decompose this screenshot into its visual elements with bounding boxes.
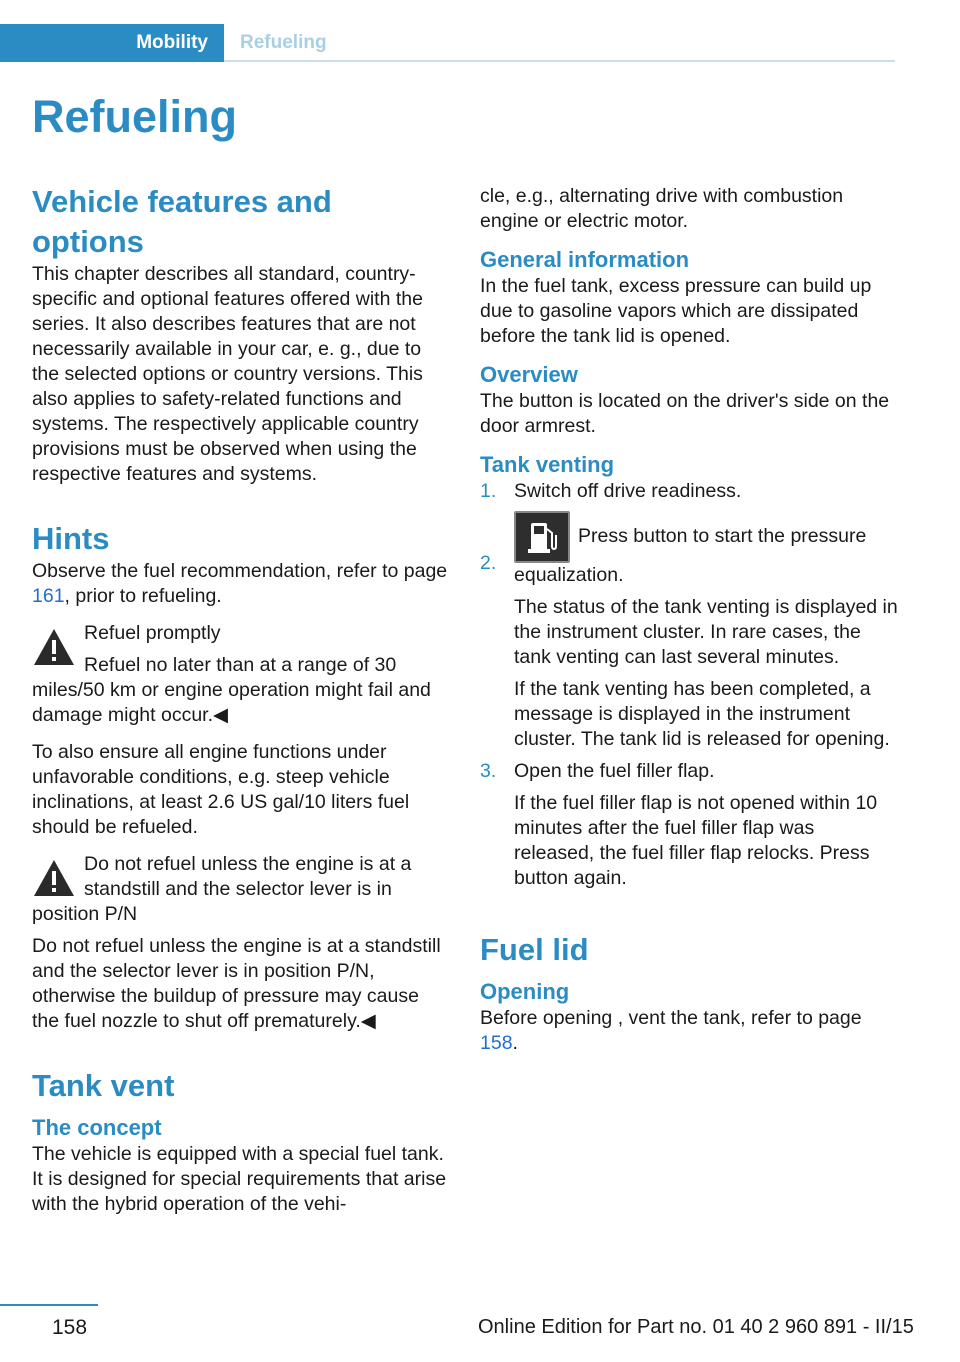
heading-fuel-lid: Fuel lid bbox=[480, 932, 589, 967]
page-number: 158 bbox=[52, 1316, 88, 1339]
hints-text-pre: Observe the fuel recommendation, refer to page bbox=[32, 560, 448, 582]
fuel-pump-button-icon bbox=[514, 511, 570, 563]
tab-refueling[interactable]: Refueling bbox=[240, 32, 327, 53]
warning1-title: Refuel promptly bbox=[84, 622, 221, 644]
edition-note: Online Edition for Part no. 01 40 2 960 891 - II/15 bbox=[478, 1316, 914, 1338]
opening-body bbox=[480, 1006, 898, 1056]
step-2-detail-2: If the tank venting has been completed, a message is displayed in the instrument cluster. The tank lid is released for opening. bbox=[514, 678, 890, 750]
step-2-detail-1: The status of the tank venting is displayed in the instrument cluster. In rare cases, the tank venting can last several minutes. bbox=[514, 596, 898, 668]
left-column bbox=[32, 182, 450, 1217]
fuel-amount-paragraph: To also ensure all engine functions under unfavorable conditions, e.g. steep vehicle inclinations, at least 2.6 US gal/10 liters fuel should be refueled. bbox=[32, 741, 410, 838]
step-number: 1. bbox=[480, 480, 497, 502]
warning1-body: Refuel no later than at a range of 30 miles/50 km or engine operation might fail and damage might occur.◀ bbox=[32, 654, 431, 726]
hints-body bbox=[32, 559, 450, 609]
header-divider bbox=[224, 60, 895, 62]
step-text: Open the fuel filler flap. bbox=[514, 760, 715, 782]
footer-rule bbox=[0, 1304, 98, 1306]
concept-body-cont: cle, e.g., alternating drive with combustion engine or electric motor. bbox=[480, 185, 844, 232]
step-number: 2. bbox=[480, 552, 497, 574]
warning-triangle-icon bbox=[32, 858, 76, 898]
hints-text-post: , prior to refueling. bbox=[64, 585, 222, 607]
warning-refuel-promptly bbox=[32, 621, 450, 728]
page-title: Refueling bbox=[32, 91, 238, 142]
general-body: In the fuel tank, excess pressure can build up due to gasoline vapors which are dissipated before the tank lid is opened. bbox=[480, 275, 872, 347]
tab-mobility[interactable]: Mobility bbox=[0, 24, 224, 62]
heading-overview: Overview bbox=[480, 362, 578, 387]
heading-tank-venting: Tank venting bbox=[480, 452, 615, 477]
step-2 bbox=[480, 511, 898, 752]
step-number: 3. bbox=[480, 760, 497, 782]
warning-engine-standstill bbox=[32, 852, 450, 1034]
right-column bbox=[480, 184, 898, 1056]
opening-text-pre: Before opening , vent the tank, refer to page bbox=[480, 1007, 862, 1029]
warning2-title: Do not refuel unless the engine is at a standstill and the selector lever is in position P/N bbox=[32, 853, 412, 925]
heading-opening: Opening bbox=[480, 979, 570, 1004]
heading-general-information: General information bbox=[480, 247, 690, 272]
page-link-158[interactable]: 158 bbox=[480, 1032, 513, 1054]
header-bar bbox=[0, 24, 895, 62]
warning-triangle-icon bbox=[32, 627, 76, 667]
step-3 bbox=[480, 759, 898, 891]
heading-hints: Hints bbox=[32, 521, 110, 556]
opening-text-post: . bbox=[512, 1032, 518, 1054]
page-link-161[interactable]: 161 bbox=[32, 585, 65, 607]
warning2-body: Do not refuel unless the engine is at a standstill and the selector lever is in position P/N, otherwise the buildup of pressure may cause the fuel nozzle to shut off prematurely.◀ bbox=[32, 935, 441, 1032]
overview-body: The button is located on the driver's side on the door armrest. bbox=[480, 390, 890, 437]
heading-tank-vent: Tank vent bbox=[32, 1068, 175, 1103]
step-text: Press button to start the pressure equalization. bbox=[514, 525, 867, 586]
heading-vehicle-features: Vehicle features and options bbox=[32, 184, 332, 259]
step-3-detail-1: If the fuel filler flap is not opened within 10 minutes after the fuel filler flap was released, the fuel filler flap relocks. Press button again. bbox=[514, 792, 878, 889]
venting-steps bbox=[480, 479, 898, 891]
vehicle-features-body: This chapter describes all standard, country-specific and optional features offered with the series. It also describes features that are not necessarily available in your car, e. g., due to the selected options or country versions. This also applies to safety-related functions and systems. The respectively applicable country provisions must be observed when using the respective features and systems. bbox=[32, 263, 423, 485]
concept-body: The vehicle is equipped with a special fuel tank. It is designed for special requirements that arise with the hybrid operation of the vehi- bbox=[32, 1143, 447, 1215]
step-text: Switch off drive readiness. bbox=[514, 480, 742, 502]
heading-the-concept: The concept bbox=[32, 1115, 162, 1140]
step-1 bbox=[480, 479, 898, 504]
